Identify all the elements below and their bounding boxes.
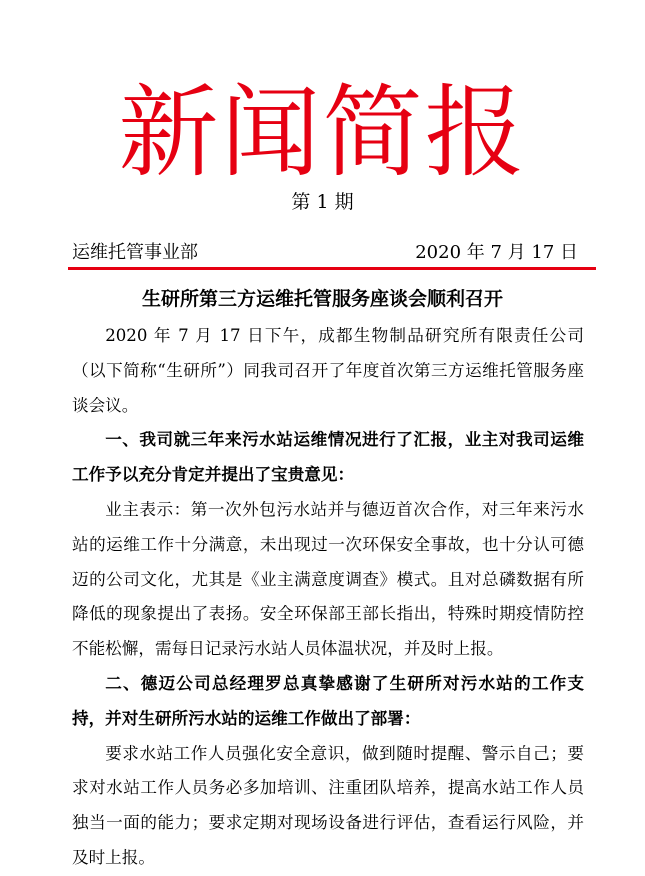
paragraph-intro: 2020 年 7 月 17 日下午，成都生物制品研究所有限责任公司（以下简称“生研所”）同我司召开了年度首次第三方运维托管服务座谈会议。 — [72, 326, 584, 415]
article-body — [72, 319, 584, 876]
section-heading-1: 一、我司就三年来污水站运维情况进行了汇报，业主对我司运维工作予以充分肯定并提出了宝贵意见： — [72, 430, 584, 485]
publish-date: 2020 年 7 月 17 日 — [415, 242, 578, 263]
red-divider-line — [68, 267, 596, 270]
issue-number: 第 1 期 — [291, 191, 354, 213]
paragraph-client-feedback: 业主表示：第一次外包污水站并与德迈首次合作，对三年来污水站的运维工作十分满意，未出现过一次环保安全事故，也十分认可德迈的公司文化，尤其是《业主满意度调查》模式。且对总磷数据有所降低的现象提出了表扬。安全环保部王部长指出，特殊时期疫情防控不能松懈，需每日记录污水站人员体温状况，并及时上报。 — [72, 499, 584, 659]
section-heading-2: 二、德迈公司总经理罗总真挚感谢了生研所对污水站的工作支持，并对生研所污水站的运维工作做出了部署： — [72, 673, 584, 728]
article-title: 生研所第三方运维托管服务座谈会顺利召开 — [141, 288, 503, 310]
masthead-title: 新闻简报 — [118, 74, 527, 191]
department-name: 运维托管事业部 — [72, 242, 198, 263]
paragraph-requirements: 要求水站工作人员强化安全意识，做到随时提醒、警示自己；要求对水站工作人员务必多加培训、注重团队培养，提高水站工作人员独当一面的能力；要求定期对现场设备进行评估，查看运行风险，并及时上报。 — [72, 743, 584, 867]
